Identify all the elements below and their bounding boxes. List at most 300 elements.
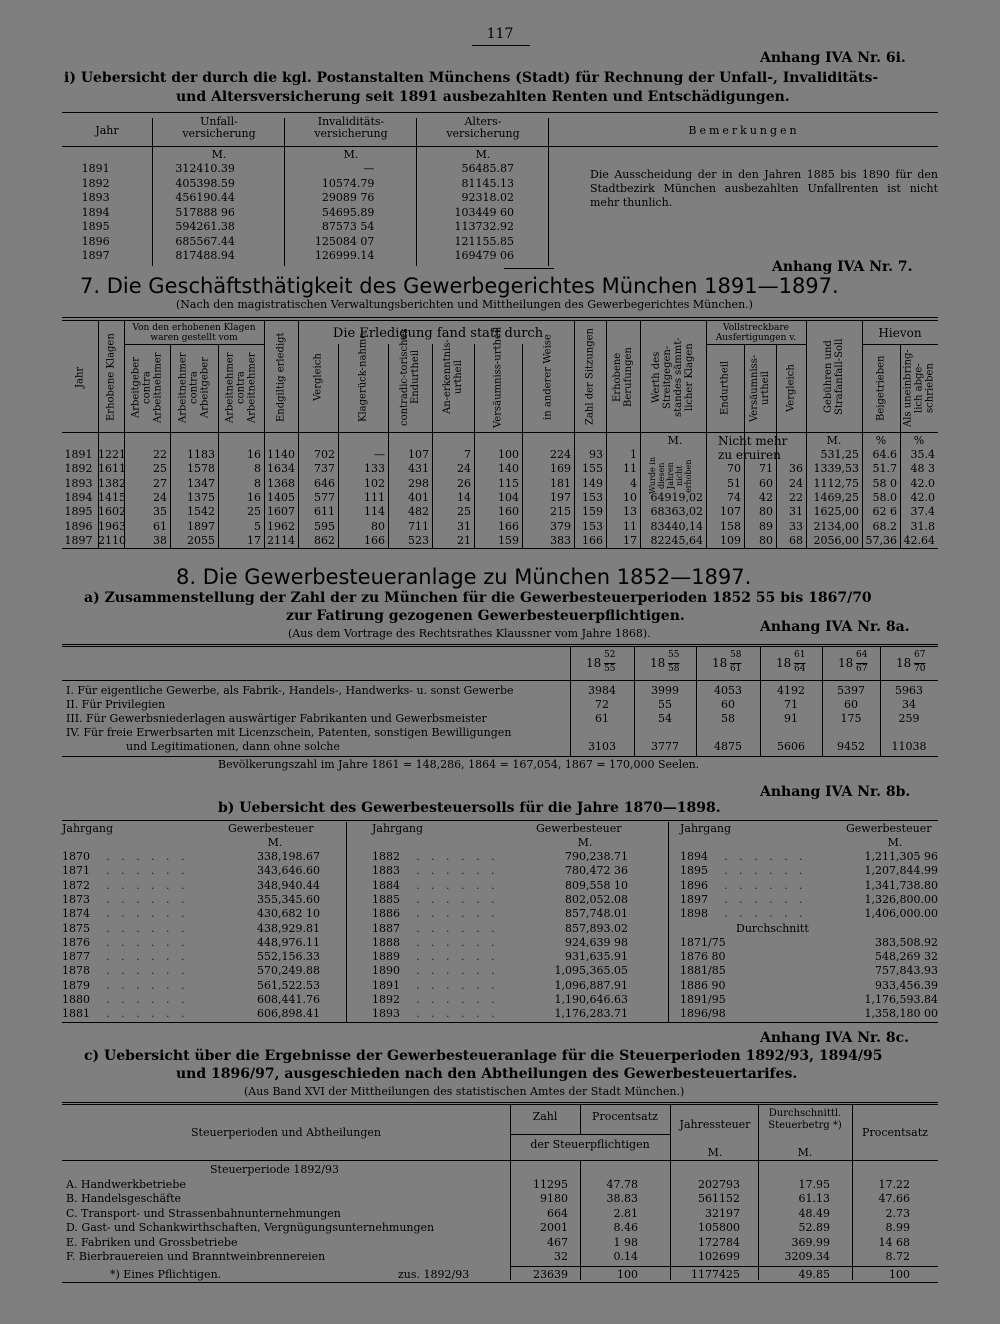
cell-alters: 169479 06 bbox=[454, 249, 514, 262]
cell-3-18: 1469,25 bbox=[813, 490, 859, 504]
period-to: 58 bbox=[668, 664, 680, 674]
cell-0-10: 100 bbox=[498, 448, 519, 461]
steuer-value: 924,639 98 bbox=[565, 935, 628, 949]
rule bbox=[668, 822, 669, 1022]
rule bbox=[62, 1282, 938, 1283]
total-cell: 1177425 bbox=[691, 1268, 740, 1281]
cell-1-20: 48 3 bbox=[910, 462, 935, 476]
cell-6-1: 2110 bbox=[98, 533, 126, 547]
sec-8c-head-der-pflicht: der Steuerpflichtigen bbox=[530, 1138, 650, 1151]
unit-m: M. bbox=[887, 836, 903, 849]
cell-3-4: 16 bbox=[247, 490, 261, 504]
cell-unfall: 456190.44 bbox=[175, 191, 235, 204]
cell-1-0: 1892 bbox=[64, 462, 93, 476]
cell-2-3: 1347 bbox=[187, 476, 215, 490]
avg-period: 1896/98 bbox=[680, 1007, 726, 1021]
cell-6-12: 166 bbox=[582, 533, 603, 547]
leader-dots: . . . . . . bbox=[724, 907, 807, 921]
sec-i-head-bemerk: Bemerkungen bbox=[688, 124, 800, 137]
cell-alters: 56485.87 bbox=[461, 162, 514, 175]
sec-8c-head-zahl: Zahl bbox=[532, 1110, 558, 1123]
col-head-4: Arbeitnehmer contra Arbeitnehmer bbox=[224, 352, 258, 424]
rule bbox=[62, 146, 938, 147]
cell-5-9: 31 bbox=[457, 519, 471, 533]
cell-4-14: 68363,02 bbox=[650, 505, 703, 519]
cell-2-6: 646 bbox=[314, 476, 335, 490]
cell-2-18: 1112,75 bbox=[813, 476, 859, 490]
cell: 5963 bbox=[895, 684, 923, 697]
cell: 4192 bbox=[777, 684, 805, 697]
sec-8c-title-2: und 1896/97, ausgeschieden nach den Abtheilungen des Gewerbesteuertarifes. bbox=[176, 1066, 798, 1082]
cell-3-2: 24 bbox=[153, 490, 167, 504]
cell-2-13: 4 bbox=[630, 476, 637, 490]
period-base: 18 bbox=[586, 656, 602, 670]
cell-2-12: 149 bbox=[582, 476, 603, 490]
cell-5-13: 11 bbox=[623, 519, 637, 533]
steuer-value: 1,326,800.00 bbox=[864, 892, 938, 906]
leader-dots: . . . . . . bbox=[724, 864, 807, 878]
cell-jahr: 1893 bbox=[81, 191, 110, 204]
cell-3-20: 42.0 bbox=[910, 490, 935, 504]
sec-8a-title-2: zur Fatirung gezogenen Gewerbesteuerpflichtigen. bbox=[286, 608, 685, 624]
steuer-value: 1,176,283.71 bbox=[554, 1007, 628, 1021]
cell-6-15: 109 bbox=[720, 533, 741, 547]
cell-jahr: 1897 bbox=[81, 249, 110, 262]
cell-4-0: 1895 bbox=[64, 505, 93, 519]
cell-5-7: 80 bbox=[371, 519, 385, 533]
ref-8a: Anhang IVA Nr. 8a. bbox=[760, 619, 910, 635]
rule bbox=[62, 680, 938, 681]
cell: 8.72 bbox=[885, 1250, 910, 1263]
jahrgang: 1873 bbox=[62, 892, 90, 906]
cell-4-3: 1542 bbox=[187, 505, 215, 519]
rule bbox=[62, 644, 938, 645]
row-label: F. Bierbrauereien und Branntweinbrennereien bbox=[66, 1250, 326, 1263]
cell-2-7: 102 bbox=[364, 476, 385, 490]
cell-3-7: 111 bbox=[364, 490, 385, 504]
cell-1-18: 1339,53 bbox=[813, 462, 859, 476]
ref-8b: Anhang IVA Nr. 8b. bbox=[760, 784, 911, 800]
row-label: E. Fabriken und Grossbetriebe bbox=[66, 1235, 238, 1249]
cell-5-10: 166 bbox=[498, 519, 519, 533]
cell-3-12: 153 bbox=[582, 490, 603, 504]
sec-i-table bbox=[62, 162, 548, 264]
cell: 259 bbox=[898, 712, 920, 725]
head-jahrgang: Jahrgang bbox=[62, 822, 114, 835]
cell: 5397 bbox=[837, 684, 865, 697]
cell-3-16: 42 bbox=[759, 490, 773, 504]
leader-dots: . . . . . . bbox=[416, 978, 499, 992]
cell-3-15: 74 bbox=[727, 490, 741, 504]
head-jahrgang: Jahrgang bbox=[372, 822, 424, 835]
cell: 17.22 bbox=[878, 1178, 910, 1191]
cell-5-5: 1962 bbox=[267, 519, 295, 533]
cell: 3103 bbox=[588, 740, 616, 753]
jahrgang: 1893 bbox=[372, 1007, 400, 1021]
unit-m: M. bbox=[577, 836, 593, 849]
cell-4-6: 611 bbox=[314, 505, 335, 519]
cell: 561152 bbox=[698, 1192, 740, 1206]
unit-m: M. bbox=[343, 148, 359, 161]
sec-7-nicht-mehr: Nicht mehr bbox=[718, 434, 788, 448]
leader-dots: . . . . . . bbox=[416, 950, 499, 964]
cell-1-1: 1611 bbox=[98, 462, 126, 476]
cell-jahr: 1894 bbox=[81, 205, 110, 219]
row-label: I. Für eigentliche Gewerbe, als Fabrik-, Handels-, Handwerks- u. sonst Gewerbe bbox=[66, 684, 514, 697]
rule bbox=[62, 432, 938, 433]
avg-period: 1876 80 bbox=[680, 950, 726, 964]
steuer-value: 1,096,887.91 bbox=[554, 978, 628, 992]
cell: 17.95 bbox=[798, 1178, 830, 1191]
cell: 72 bbox=[595, 698, 609, 711]
cell-0-18: 531,25 bbox=[820, 448, 859, 461]
cell-2-4: 8 bbox=[254, 476, 261, 490]
jahrgang: 1896 bbox=[680, 878, 708, 892]
cell: 38.83 bbox=[606, 1192, 638, 1206]
cell-invalid: 87573 54 bbox=[321, 220, 375, 233]
sec-i-head-invalid: Invaliditäts- versicherung bbox=[314, 115, 388, 140]
period-to: 64 bbox=[794, 664, 806, 674]
col-head-6: Vergleich bbox=[312, 353, 324, 401]
cell: 48.49 bbox=[798, 1206, 830, 1220]
row-label: D. Gast- und Schankwirthschaften, Vergnügungsunternehmungen bbox=[66, 1221, 435, 1235]
row-label: A. Handwerkbetriebe bbox=[66, 1178, 186, 1191]
cell-invalid: — bbox=[363, 162, 375, 175]
cell: 202793 bbox=[698, 1178, 740, 1191]
cell-6-16: 80 bbox=[759, 533, 773, 547]
sec-8c-total-label: zus. 1892/93 bbox=[398, 1268, 470, 1281]
row-label: II. Für Privilegien bbox=[66, 698, 166, 711]
jahrgang: 1891 bbox=[372, 978, 400, 992]
avg-period: 1871/75 bbox=[680, 935, 726, 949]
unit-m: M. bbox=[267, 836, 283, 849]
ref-6i: Anhang IVA Nr. 6i. bbox=[760, 50, 906, 66]
cell-6-13: 17 bbox=[623, 533, 637, 547]
leader-dots: . . . . . . bbox=[416, 1007, 499, 1021]
cell-0-9: 7 bbox=[464, 448, 471, 461]
jahrgang: 1870 bbox=[62, 850, 90, 863]
cell: 58 bbox=[721, 712, 735, 725]
cell-alters: 121155.85 bbox=[454, 234, 514, 248]
sec-8c-head-procent: Procentsatz bbox=[592, 1110, 658, 1123]
rule bbox=[62, 820, 938, 821]
cell: 8.99 bbox=[885, 1221, 910, 1235]
period-to: 70 bbox=[914, 664, 926, 674]
sec-7-group-erledigung: Die Erledigung fand statt durch bbox=[332, 326, 544, 341]
durchschnitt: Durchschnitt bbox=[736, 921, 809, 935]
cell-5-8: 711 bbox=[408, 519, 429, 533]
sec-8c-period: Steuerperiode 1892/93 bbox=[210, 1163, 340, 1176]
col-head-13: Erhobene Berufungen bbox=[612, 347, 634, 407]
cell: 8.46 bbox=[613, 1221, 638, 1235]
page-number-rule bbox=[472, 45, 530, 46]
sec-i-head-jahr: Jahr bbox=[95, 124, 119, 137]
cell-5-12: 153 bbox=[582, 519, 603, 533]
table-row bbox=[62, 220, 548, 235]
cell: 54 bbox=[658, 712, 672, 725]
period-base: 18 bbox=[650, 656, 666, 670]
col-head-20: Als uneinbring-lich abge-schrieben bbox=[902, 349, 936, 427]
cell-1-3: 1578 bbox=[187, 462, 215, 476]
cell: 11295 bbox=[533, 1178, 568, 1191]
cell: 34 bbox=[902, 698, 916, 711]
avg-value: 1,358,180 00 bbox=[864, 1007, 938, 1021]
cell-unfall: 594261.38 bbox=[175, 220, 235, 233]
cell-4-5: 1607 bbox=[267, 505, 295, 519]
rule bbox=[580, 1104, 581, 1134]
row-label-2: und Legitimationen, dann ohne solche bbox=[126, 740, 340, 753]
total-cell: 100 bbox=[617, 1268, 638, 1281]
leader-dots: . . . . . . bbox=[416, 921, 499, 935]
head-steuer: Gewerbesteuer bbox=[846, 822, 932, 835]
cell: 3999 bbox=[651, 684, 679, 697]
steuer-value: 802,052.08 bbox=[565, 892, 628, 906]
table-row bbox=[62, 162, 548, 177]
cell-unfall: 517888 96 bbox=[175, 205, 235, 219]
cell: 32197 bbox=[705, 1206, 740, 1220]
cell-6-10: 159 bbox=[498, 533, 519, 547]
cell: 175 bbox=[840, 712, 862, 725]
cell: 9452 bbox=[837, 740, 865, 753]
cell: 2.73 bbox=[885, 1206, 910, 1220]
cell-3-19: 58.0 bbox=[872, 490, 897, 504]
sec-i-title-1: i) Uebersicht der durch die kgl. Postanstalten Münchens (Stadt) für Rechnung der Unfall-, Invaliditäts- bbox=[64, 70, 879, 86]
sec-7-pct1: % bbox=[875, 434, 887, 447]
period-from: 67 bbox=[914, 650, 926, 660]
unit-m: M. bbox=[475, 148, 491, 161]
cell-5-3: 1897 bbox=[187, 519, 215, 533]
cell-5-1: 1963 bbox=[98, 519, 126, 533]
total-cell: 49.85 bbox=[798, 1268, 830, 1281]
cell-invalid: 126999.14 bbox=[314, 249, 375, 262]
period-base: 18 bbox=[896, 656, 912, 670]
cell-2-5: 1368 bbox=[267, 476, 295, 490]
steuer-value: 430,682 10 bbox=[257, 907, 320, 921]
row-label: III. Für Gewerbsniederlagen auswärtiger Fabrikanten und Gewerbsmeister bbox=[66, 712, 487, 725]
cell-4-15: 107 bbox=[720, 505, 741, 519]
cell-alters: 113732.92 bbox=[454, 220, 514, 233]
rule bbox=[346, 822, 347, 1022]
cell-4-17: 31 bbox=[789, 505, 803, 519]
cell-alters: 92318.02 bbox=[461, 191, 514, 204]
cell-2-16: 60 bbox=[759, 476, 773, 490]
cell-1-15: 70 bbox=[727, 462, 741, 476]
steuer-value: 1,341,738.80 bbox=[864, 878, 938, 892]
period-from: 58 bbox=[730, 650, 742, 660]
sec-7-unit-m2: M. bbox=[826, 434, 842, 447]
steuer-value: 1,207,844.99 bbox=[864, 864, 938, 878]
cell-1-5: 1634 bbox=[267, 462, 295, 476]
steuer-value: 570,249.88 bbox=[257, 964, 320, 978]
cell: 0.14 bbox=[613, 1250, 638, 1263]
cell-5-20: 31.8 bbox=[910, 519, 935, 533]
cell-6-2: 38 bbox=[153, 533, 167, 547]
rule bbox=[706, 344, 806, 345]
sec-8-title: 8. Die Gewerbesteueranlage zu München 1852—1897. bbox=[176, 565, 752, 589]
leader-dots: . . . . . . bbox=[106, 907, 189, 921]
cell: 2001 bbox=[540, 1221, 568, 1235]
rule bbox=[510, 1134, 670, 1135]
cell-2-2: 27 bbox=[153, 476, 167, 490]
row-label: C. Transport- und Strassenbahnunternehmungen bbox=[66, 1206, 341, 1220]
col-head-5: Endgiltig erledigt bbox=[275, 332, 287, 422]
steuer-value: 343,646.60 bbox=[257, 864, 320, 878]
cell-1-9: 24 bbox=[457, 462, 471, 476]
cell-alters: 81145.13 bbox=[461, 176, 514, 190]
cell-3-3: 1375 bbox=[187, 490, 215, 504]
avg-value: 757,843.93 bbox=[875, 964, 938, 978]
cell-4-16: 80 bbox=[759, 505, 773, 519]
cell: 91 bbox=[784, 712, 798, 725]
sec-7-group-klagen: Von den erhobenen Klagen waren gestellt vom bbox=[132, 323, 256, 343]
cell: 71 bbox=[784, 698, 798, 711]
cell-0-20: 35.4 bbox=[910, 448, 935, 461]
steuer-value: 338,198.67 bbox=[257, 850, 320, 863]
cell-alters: 103449 60 bbox=[454, 205, 514, 219]
steuer-value: 1,406,000.00 bbox=[864, 907, 938, 921]
col-head-19: Beigetrieben bbox=[875, 355, 887, 421]
cell: 369.99 bbox=[791, 1235, 830, 1249]
col-head-12: Zahl der Sitzungen bbox=[584, 328, 596, 426]
page-number: 117 bbox=[486, 26, 514, 42]
leader-dots: . . . . . . bbox=[416, 892, 499, 906]
cell: 61 bbox=[595, 712, 609, 725]
steuer-value: 790,238.71 bbox=[565, 850, 628, 863]
jahrgang: 1872 bbox=[62, 878, 90, 892]
steuer-value: 348,940.44 bbox=[257, 878, 320, 892]
cell: 1 98 bbox=[613, 1235, 638, 1249]
cell: 9180 bbox=[540, 1192, 568, 1206]
cell-unfall: 685567.44 bbox=[175, 234, 235, 248]
rule bbox=[504, 268, 554, 269]
cell-0-13: 1 bbox=[630, 448, 637, 461]
cell-1-4: 8 bbox=[254, 462, 261, 476]
rule bbox=[62, 548, 938, 549]
cell-jahr: 1892 bbox=[81, 176, 110, 190]
leader-dots: . . . . . . bbox=[106, 978, 189, 992]
cell: 55 bbox=[658, 698, 672, 711]
cell-6-7: 166 bbox=[364, 533, 385, 547]
jahrgang: 1895 bbox=[680, 864, 708, 878]
jahrgang: 1875 bbox=[62, 921, 90, 935]
jahrgang: 1889 bbox=[372, 950, 400, 964]
leader-dots: . . . . . . bbox=[416, 878, 499, 892]
cell-0-8: 107 bbox=[408, 448, 429, 461]
period-to: 55 bbox=[604, 664, 616, 674]
jahrgang: 1876 bbox=[62, 935, 90, 949]
sec-7-title: 7. Die Geschäftsthätigkeit des Gewerbegerichtes München 1891—1897. bbox=[80, 274, 839, 298]
avg-period: 1891/95 bbox=[680, 993, 726, 1006]
cell-5-2: 61 bbox=[153, 519, 167, 533]
cell-unfall: 405398.59 bbox=[175, 176, 235, 190]
cell-4-7: 114 bbox=[364, 505, 385, 519]
cell: 14 68 bbox=[878, 1235, 910, 1249]
row-label: B. Handelsgeschäfte bbox=[66, 1192, 182, 1206]
cell: 47.66 bbox=[878, 1192, 910, 1206]
cell: 60 bbox=[721, 698, 735, 711]
cell-5-19: 68.2 bbox=[872, 519, 897, 533]
cell-2-15: 51 bbox=[727, 476, 741, 490]
rule bbox=[62, 1102, 938, 1103]
cell-5-14: 83440,14 bbox=[650, 519, 703, 533]
cell-3-0: 1894 bbox=[64, 490, 93, 504]
cell-0-3: 1183 bbox=[187, 448, 215, 461]
sec-8a-source: (Aus dem Vortrage des Rechtsrathes Klaussner vom Jahre 1868). bbox=[288, 627, 651, 640]
cell-1-7: 133 bbox=[364, 462, 385, 476]
period-base: 18 bbox=[838, 656, 854, 670]
rule bbox=[62, 646, 938, 647]
jahrgang: 1874 bbox=[62, 907, 90, 921]
cell-6-20: 42.64 bbox=[903, 533, 935, 547]
cell-0-4: 16 bbox=[247, 448, 261, 461]
head-steuer: Gewerbesteuer bbox=[228, 822, 314, 835]
cell-4-20: 37.4 bbox=[910, 505, 935, 519]
cell-6-18: 2056,00 bbox=[813, 533, 859, 547]
cell-3-10: 104 bbox=[498, 490, 519, 504]
cell-2-11: 181 bbox=[550, 476, 571, 490]
leader-dots: . . . . . . bbox=[724, 878, 807, 892]
leader-dots: . . . . . . bbox=[416, 993, 499, 1006]
sec-i-note: Die Ausscheidung der in den Jahren 1885 bis 1890 für den Stadtbezirk München ausbezahlten Unfallrenten ist nicht mehr thunlich. bbox=[590, 168, 938, 209]
jahrgang: 1878 bbox=[62, 964, 90, 978]
head-steuer: Gewerbesteuer bbox=[536, 822, 622, 835]
steuer-value: 780,472 36 bbox=[565, 864, 628, 878]
table-row bbox=[62, 177, 548, 192]
jahrgang: 1887 bbox=[372, 921, 400, 935]
steuer-value: 857,748.01 bbox=[565, 907, 628, 921]
col-head-8: contradic-torisches Endurtheil bbox=[399, 328, 421, 426]
cell: 3777 bbox=[651, 740, 679, 753]
cell-1-12: 155 bbox=[582, 462, 603, 476]
jahrgang: 1886 bbox=[372, 907, 400, 921]
steuer-value: 1,211,305 96 bbox=[864, 850, 938, 863]
cell-6-19: 57,36 bbox=[865, 533, 897, 547]
jahrgang: 1871 bbox=[62, 864, 90, 878]
col-head-10: Versäumniss-urtheil bbox=[492, 326, 504, 428]
cell-2-9: 26 bbox=[457, 476, 471, 490]
jahrgang: 1882 bbox=[372, 850, 400, 863]
sec-8c-title-1: c) Uebersicht über die Ergebnisse der Gewerbesteueranlage für die Steuerperioden 1892/93, 1894/95 bbox=[84, 1048, 883, 1064]
cell-5-6: 595 bbox=[314, 519, 335, 533]
cell-5-4: 5 bbox=[254, 519, 261, 533]
rule bbox=[124, 344, 264, 345]
avg-value: 1,176,593.84 bbox=[864, 993, 938, 1006]
steuer-value: 438,929.81 bbox=[257, 921, 320, 935]
cell-2-0: 1893 bbox=[64, 476, 93, 490]
avg-period: 1886 90 bbox=[680, 978, 726, 992]
cell-6-5: 2114 bbox=[267, 533, 295, 547]
leader-dots: . . . . . . bbox=[416, 850, 499, 863]
sec-i-title-2: und Altersversicherung seit 1891 ausbezahlten Renten und Entschädigungen. bbox=[176, 89, 790, 105]
steuer-value: 809,558 10 bbox=[565, 878, 628, 892]
cell-6-11: 383 bbox=[550, 533, 571, 547]
cell-3-1: 1415 bbox=[98, 490, 126, 504]
period-base: 18 bbox=[776, 656, 792, 670]
leader-dots: . . . . . . bbox=[106, 878, 189, 892]
cell-2-1: 1382 bbox=[98, 476, 126, 490]
cell-4-9: 25 bbox=[457, 505, 471, 519]
steuer-value: 561,522.53 bbox=[257, 978, 320, 992]
sec-8c-head-procent2: Procentsatz bbox=[862, 1126, 928, 1139]
cell: 3209.34 bbox=[784, 1250, 830, 1263]
cell-5-17: 33 bbox=[789, 519, 803, 533]
cell: 11038 bbox=[891, 740, 927, 753]
total-cell: 100 bbox=[889, 1268, 910, 1281]
leader-dots: . . . . . . bbox=[724, 850, 807, 863]
ref-8c: Anhang IVA Nr. 8c. bbox=[760, 1030, 909, 1046]
sec-8c-unit-m2: M. bbox=[797, 1146, 813, 1159]
jahrgang: 1881 bbox=[62, 1007, 90, 1021]
